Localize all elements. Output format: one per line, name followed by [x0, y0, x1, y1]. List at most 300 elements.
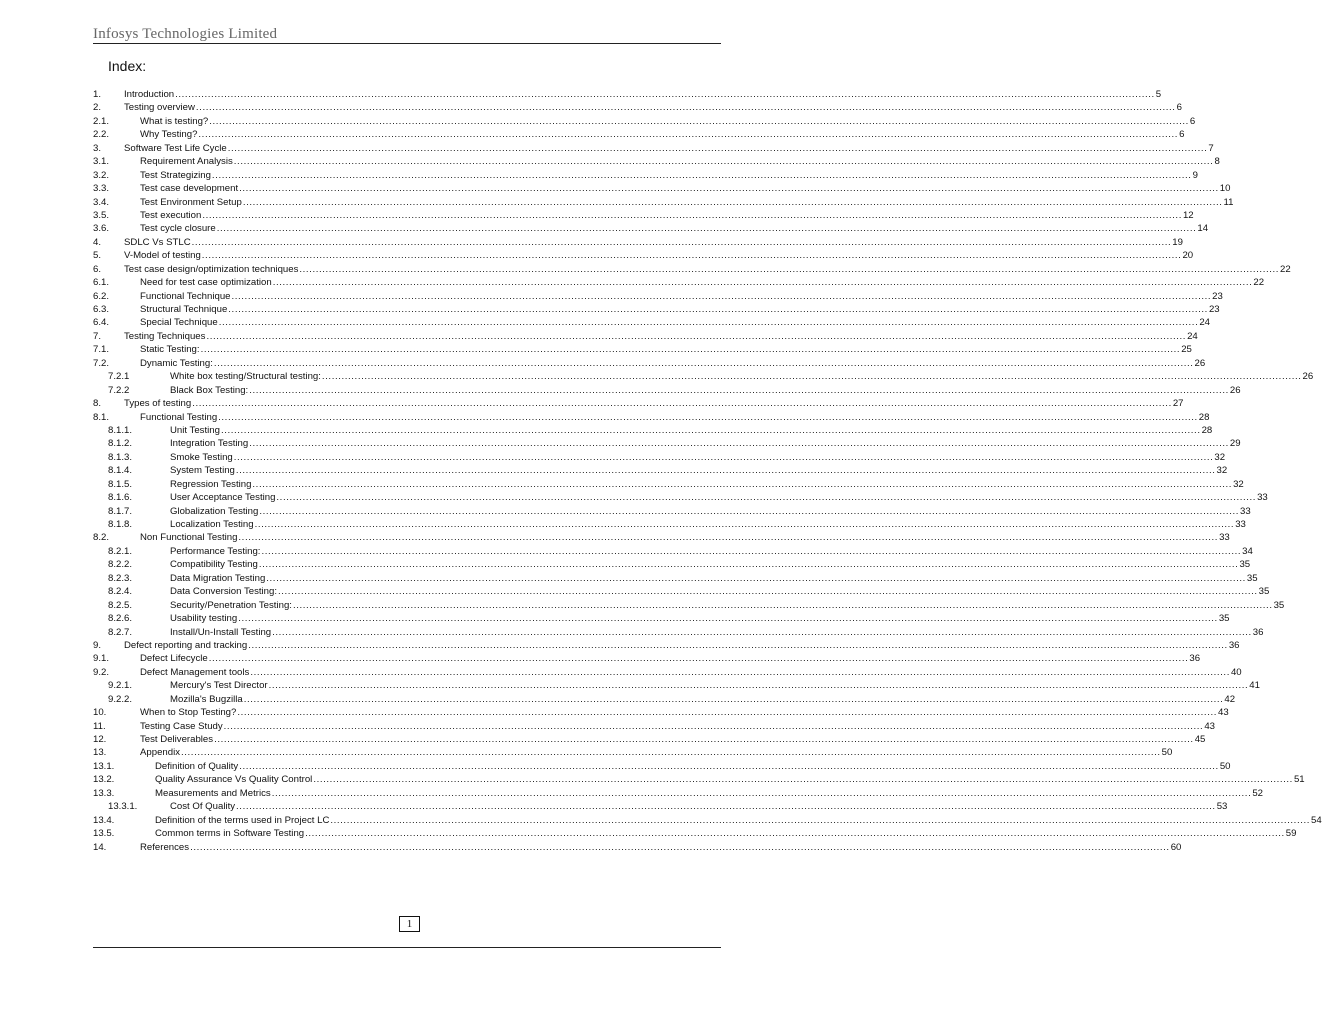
toc-entry-line [140, 343, 1192, 356]
toc-entry[interactable] [93, 478, 1244, 491]
toc-entry-page: 8 [1214, 156, 1220, 168]
toc-leader-dots: ............................................................................................................................................................................................................................................................................................................ [239, 760, 1219, 772]
toc-entry[interactable] [93, 209, 1194, 222]
toc-entry-title: Security/Penetration Testing: [170, 599, 292, 611]
toc-leader-dots: ............................................................................................................................................................................................................................................................................................................ [192, 398, 1172, 410]
toc-entry[interactable] [93, 545, 1253, 558]
toc-entry-title: Test case design/optimization techniques [124, 263, 299, 275]
toc-entry-line [124, 236, 1183, 249]
toc-leader-dots: ............................................................................................................................................................................................................................................................................................................ [214, 734, 1194, 745]
toc-leader-dots: ............................................................................................................................................................................................................................................................................................................ [258, 559, 1239, 571]
toc-entry-number: 3.3. [93, 183, 110, 195]
toc-entry-line [124, 142, 1214, 155]
toc-entry[interactable] [93, 693, 1236, 706]
toc-entry-line [140, 276, 1265, 289]
toc-entry[interactable] [93, 773, 1305, 786]
toc-entry-line [140, 290, 1223, 303]
toc-entry-title: Static Testing: [140, 344, 200, 356]
toc-entry-title: When to Stop Testing? [140, 707, 237, 719]
index-title: Index: [108, 58, 147, 74]
toc-entry[interactable] [93, 236, 1183, 249]
toc-entry-title: Testing Case Study [140, 720, 223, 732]
toc-entry[interactable] [93, 518, 1246, 531]
toc-entry-line [124, 88, 1162, 101]
toc-entry-line [140, 128, 1185, 141]
toc-leader-dots: ............................................................................................................................................................................................................................................................................................................ [218, 317, 1199, 329]
toc-entry[interactable] [93, 290, 1223, 303]
toc-entry-title: Usability testing [170, 613, 238, 625]
toc-entry-line [170, 626, 1264, 639]
toc-entry-page: 52 [1252, 787, 1264, 799]
toc-entry-page: 9 [1192, 169, 1198, 181]
toc-entry-number: 6. [93, 263, 102, 275]
toc-entry-number: 8.1.4. [108, 465, 133, 477]
toc-entry-line [140, 531, 1230, 544]
toc-entry-page: 26 [1229, 384, 1241, 396]
toc-leader-dots: ............................................................................................................................................................................................................................................................................................................ [272, 277, 1253, 289]
toc-entry-line [170, 437, 1241, 450]
toc-entry-title: Regression Testing [170, 478, 252, 490]
toc-leader-dots: ............................................................................................................................................................................................................................................................................................................ [259, 505, 1239, 517]
toc-leader-dots: ............................................................................................................................................................................................................................................................................................................ [191, 236, 1172, 248]
toc-entry-page: 45 [1194, 734, 1206, 745]
toc-entry-page: 22 [1280, 263, 1291, 275]
toc-entry-page: 33 [1257, 492, 1268, 504]
toc-leader-dots: ............................................................................................................................................................................................................................................................................................................ [211, 169, 1192, 181]
toc-entry-page: 34 [1242, 545, 1253, 557]
toc-entry-line [170, 451, 1226, 464]
toc-entry-line [140, 196, 1234, 209]
toc-entry[interactable] [93, 88, 1162, 101]
toc-entry-number: 8.1.8. [108, 519, 133, 530]
toc-leader-dots: ............................................................................................................................................................................................................................................................................................................ [254, 519, 1235, 530]
toc-entry-page: 32 [1233, 478, 1244, 490]
toc-leader-dots: ............................................................................................................................................................................................................................................................................................................ [278, 586, 1258, 598]
toc-entry-page: 35 [1239, 559, 1251, 571]
toc-entry[interactable] [93, 357, 1206, 370]
toc-entry[interactable] [93, 652, 1201, 665]
toc-entry-title: Common terms in Software Testing [155, 828, 305, 840]
footer-rule [93, 947, 721, 948]
toc-entry-page: 33 [1219, 532, 1230, 544]
toc-entry[interactable] [93, 451, 1226, 464]
toc-entry-page: 43 [1204, 720, 1215, 732]
toc-entry-page: 24 [1199, 317, 1211, 329]
toc-entry-number: 8.2.2. [108, 559, 133, 571]
toc-leader-dots: ............................................................................................................................................................................................................................................................................................................ [223, 720, 1204, 732]
toc-entry-line [155, 760, 1231, 773]
toc-leader-dots: ............................................................................................................................................................................................................................................................................................................ [299, 263, 1280, 275]
toc-entry-page: 41 [1249, 680, 1260, 692]
toc-entry-page: 33 [1240, 505, 1251, 517]
toc-entry-line [140, 411, 1210, 424]
toc-entry-title: Requirement Analysis [140, 156, 233, 168]
toc-entry-line [140, 209, 1194, 222]
toc-entry-line [140, 652, 1201, 665]
toc-entry-page: 6 [1179, 129, 1185, 141]
toc-entry-line [170, 478, 1244, 491]
toc-entry-number: 9.2. [93, 666, 110, 678]
toc-leader-dots: ............................................................................................................................................................................................................................................................................................................ [181, 747, 1161, 759]
toc-entry-page: 53 [1216, 801, 1228, 813]
toc-entry-title: System Testing [170, 465, 235, 477]
toc-entry[interactable] [93, 787, 1264, 800]
toc-entry-title: Functional Technique [140, 290, 231, 302]
toc-entry-line [155, 787, 1264, 800]
toc-leader-dots: ............................................................................................................................................................................................................................................................................................................ [213, 357, 1194, 369]
toc-entry-line [124, 639, 1240, 652]
toc-leader-dots: ............................................................................................................................................................................................................................................................................................................ [206, 330, 1187, 342]
toc-entry-title: Measurements and Metrics [155, 787, 271, 799]
toc-entry-page: 23 [1212, 290, 1223, 302]
page-header-company: Infosys Technologies Limited [93, 26, 278, 42]
toc-entry-number: 7. [93, 330, 102, 342]
toc-entry-page: 20 [1182, 250, 1194, 262]
toc-entry-page: 5 [1155, 89, 1162, 100]
toc-entry-page: 35 [1258, 586, 1270, 598]
toc-entry-number: 13.3.1. [108, 801, 138, 813]
toc-entry-line [170, 370, 1314, 383]
toc-entry[interactable] [93, 411, 1210, 424]
toc-entry-title: Testing overview [124, 102, 195, 114]
toc-entry-title: Data Conversion Testing: [170, 586, 278, 598]
toc-entry-number: 8.1.6. [108, 492, 133, 504]
toc-entry-title: Data Migration Testing [170, 572, 266, 584]
toc-entry[interactable] [93, 666, 1242, 679]
toc-entry-line [170, 558, 1251, 571]
toc-leader-dots: ............................................................................................................................................................................................................................................................................................................ [202, 209, 1182, 221]
toc-entry-line [170, 464, 1228, 477]
toc-entry-number: 13. [93, 747, 107, 759]
toc-entry-title: Globalization Testing [170, 505, 259, 517]
toc-entry-number: 6.2. [93, 290, 110, 302]
toc-entry-title: Why Testing? [140, 129, 198, 141]
toc-entry[interactable] [93, 101, 1182, 114]
toc-entry-number: 3.2. [93, 169, 110, 181]
toc-entry[interactable] [93, 142, 1214, 155]
toc-entry-page: 59 [1285, 828, 1297, 840]
toc-entry[interactable] [93, 384, 1241, 397]
toc-entry[interactable] [93, 599, 1285, 612]
toc-entry-title: Software Test Life Cycle [124, 142, 227, 154]
toc-entry-line [140, 733, 1206, 746]
toc-entry-page: 51 [1293, 774, 1305, 786]
toc-entry-title: Black Box Testing: [170, 384, 249, 396]
toc-leader-dots: ............................................................................................................................................................................................................................................................................................................ [231, 290, 1212, 302]
toc-entry-page: 29 [1229, 438, 1241, 450]
toc-entry[interactable] [93, 464, 1228, 477]
toc-entry[interactable] [93, 437, 1241, 450]
toc-leader-dots: ............................................................................................................................................................................................................................................................................................................ [190, 841, 1170, 853]
toc-leader-dots: ............................................................................................................................................................................................................................................................................................................ [201, 250, 1182, 262]
toc-entry-page: 50 [1161, 747, 1173, 759]
toc-entry-number: 13.1. [93, 760, 115, 772]
toc-entry[interactable] [93, 182, 1231, 195]
toc-entry[interactable] [93, 276, 1265, 289]
toc-entry-line [140, 182, 1231, 195]
toc-entry-number: 1. [93, 89, 102, 100]
toc-entry-line [124, 101, 1182, 114]
toc-entry-number: 2.2. [93, 129, 110, 141]
toc-entry-title: Mozilla's Bugzilla [170, 693, 243, 705]
toc-entry-line [170, 505, 1251, 518]
toc-entry-line [124, 330, 1198, 343]
toc-entry-number: 13.5. [93, 828, 115, 840]
toc-entry-title: Defect reporting and tracking [124, 639, 248, 651]
toc-entry-page: 25 [1181, 344, 1192, 356]
toc-entry-page: 54 [1311, 814, 1322, 826]
toc-entry[interactable] [93, 746, 1173, 759]
toc-leader-dots: ............................................................................................................................................................................................................................................................................................................ [195, 102, 1176, 114]
toc-entry[interactable] [93, 612, 1230, 625]
toc-entry[interactable] [93, 303, 1220, 316]
toc-leader-dots: ............................................................................................................................................................................................................................................................................................................ [238, 532, 1219, 544]
toc-entry-line [140, 666, 1242, 679]
toc-entry-number: 7.2.2 [108, 384, 130, 396]
toc-leader-dots: ............................................................................................................................................................................................................................................................................................................ [216, 223, 1197, 235]
toc-entry[interactable] [93, 263, 1291, 276]
toc-entry-number: 5. [93, 250, 102, 262]
toc-leader-dots: ............................................................................................................................................................................................................................................................................................................ [276, 492, 1257, 504]
toc-entry-line [170, 545, 1253, 558]
toc-entry[interactable] [93, 196, 1234, 209]
toc-entry-number: 8. [93, 398, 102, 410]
toc-entry-page: 22 [1253, 277, 1265, 289]
toc-entry-page: 27 [1172, 398, 1184, 410]
toc-entry-number: 8.1.3. [108, 451, 133, 463]
toc-entry-title: Functional Testing [140, 411, 218, 423]
toc-entry-number: 4. [93, 236, 102, 248]
toc-entry[interactable] [93, 316, 1211, 329]
toc-leader-dots: ............................................................................................................................................................................................................................................................................................................ [227, 142, 1208, 154]
toc-entry-number: 9. [93, 639, 102, 651]
toc-entry[interactable] [93, 679, 1260, 692]
toc-entry[interactable] [93, 800, 1228, 813]
toc-entry-page: 36 [1189, 653, 1201, 665]
toc-entry[interactable] [93, 760, 1231, 773]
toc-entry-number: 8.1.7. [108, 505, 133, 517]
toc-entry-line [170, 518, 1246, 531]
toc-entry-number: 3. [93, 142, 102, 154]
toc-leader-dots: ............................................................................................................................................................................................................................................................................................................ [250, 666, 1230, 678]
toc-entry-number: 6.1. [93, 277, 110, 289]
toc-entry[interactable] [93, 397, 1184, 410]
toc-entry-title: Definition of the terms used in Project LC [155, 814, 330, 826]
toc-entry-line [140, 169, 1198, 182]
toc-entry[interactable] [93, 814, 1322, 827]
toc-entry[interactable] [93, 128, 1185, 141]
toc-entry[interactable] [93, 505, 1251, 518]
toc-entry-number: 14. [93, 841, 107, 853]
toc-entry-title: Test Strategizing [140, 169, 211, 181]
header-rule [93, 43, 721, 44]
toc-leader-dots: ............................................................................................................................................................................................................................................................................................................ [249, 384, 1229, 396]
toc-entry-line [170, 572, 1258, 585]
toc-entry-line [155, 814, 1322, 827]
toc-leader-dots: ............................................................................................................................................................................................................................................................................................................ [252, 478, 1233, 490]
toc-entry-title: Integration Testing [170, 438, 249, 450]
toc-entry-line [170, 679, 1260, 692]
toc-entry-line [155, 827, 1297, 840]
toc-entry-number: 7.2. [93, 357, 110, 369]
toc-entry-number: 13.4. [93, 814, 115, 826]
toc-entry-number: 12. [93, 734, 107, 745]
toc-entry-line [124, 397, 1184, 410]
toc-leader-dots: ............................................................................................................................................................................................................................................................................................................ [272, 626, 1252, 638]
toc-leader-dots: ............................................................................................................................................................................................................................................................................................................ [233, 451, 1214, 463]
toc-entry[interactable] [93, 115, 1196, 128]
toc-entry-page: 28 [1198, 411, 1210, 423]
toc-entry-number: 7.1. [93, 344, 110, 356]
toc-entry-number: 3.4. [93, 196, 110, 208]
toc-entry[interactable] [93, 585, 1270, 598]
toc-entry-number: 11. [93, 720, 106, 732]
toc-entry[interactable] [93, 491, 1268, 504]
toc-entry-page: 26 [1194, 357, 1206, 369]
toc-entry-number: 8.2.7. [108, 626, 133, 638]
toc-leader-dots: ............................................................................................................................................................................................................................................................................................................ [266, 572, 1246, 584]
toc-entry-page: 50 [1219, 760, 1231, 772]
toc-entry-title: V-Model of testing [124, 250, 201, 262]
toc-entry-title: User Acceptance Testing [170, 492, 276, 504]
toc-entry-line [140, 222, 1209, 235]
toc-entry-line [140, 746, 1173, 759]
toc-leader-dots: ............................................................................................................................................................................................................................................................................................................ [235, 465, 1216, 477]
toc-entry[interactable] [93, 249, 1194, 262]
toc-entry-title: Defect Lifecycle [140, 653, 208, 665]
toc-entry-page: 36 [1228, 639, 1240, 651]
toc-entry-page: 35 [1273, 599, 1285, 611]
toc-entry-number: 10. [93, 707, 107, 719]
toc-leader-dots: ............................................................................................................................................................................................................................................................................................................ [330, 814, 1311, 826]
page-number: 1 [399, 916, 420, 932]
toc-entry[interactable] [93, 639, 1240, 652]
toc-entry[interactable] [93, 720, 1215, 733]
toc-entry-number: 9.2.1. [108, 680, 133, 692]
toc-leader-dots: ............................................................................................................................................................................................................................................................................................................ [305, 828, 1285, 840]
toc-entry[interactable] [93, 558, 1251, 571]
toc-entry-page: 12 [1182, 209, 1194, 221]
toc-entry-line [140, 155, 1220, 168]
toc-entry-line [124, 263, 1291, 276]
toc-entry-line [170, 693, 1236, 706]
toc-entry-number: 3.5. [93, 209, 110, 221]
toc-entry-line [140, 357, 1206, 370]
toc-entry-title: Test case development [140, 183, 239, 195]
toc-leader-dots: ............................................................................................................................................................................................................................................................................................................ [238, 613, 1218, 625]
toc-entry-title: What is testing? [140, 115, 209, 127]
toc-leader-dots: ............................................................................................................................................................................................................................................................................................................ [292, 599, 1273, 611]
toc-entry-line [140, 841, 1182, 854]
toc-entry-title: Test cycle closure [140, 223, 216, 235]
toc-entry-line [170, 384, 1241, 397]
toc-leader-dots: ............................................................................................................................................................................................................................................................................................................ [208, 653, 1189, 665]
toc-leader-dots: ............................................................................................................................................................................................................................................................................................................ [218, 411, 1198, 423]
toc-entry-title: Performance Testing: [170, 545, 261, 557]
toc-entry-line [140, 316, 1211, 329]
toc-entry-title: Quality Assurance Vs Quality Control [155, 774, 313, 786]
toc-leader-dots: ............................................................................................................................................................................................................................................................................................................ [228, 304, 1208, 315]
toc-entry-page: 60 [1170, 841, 1182, 853]
toc-entry-title: SDLC Vs STLC [124, 236, 191, 248]
toc-entry-number: 8.2.5. [108, 599, 133, 611]
toc-entry-number: 8.1.1. [108, 424, 133, 436]
toc-entry-line [140, 303, 1220, 316]
toc-entry-title: Defect Management tools [140, 666, 250, 678]
toc-entry-page: 6 [1176, 102, 1182, 114]
toc-entry-page: 36 [1252, 626, 1264, 638]
toc-entry[interactable] [93, 733, 1206, 746]
toc-entry[interactable] [93, 155, 1220, 168]
toc-entry-title: Compatibility Testing [170, 559, 258, 571]
toc-entry-number: 13.3. [93, 787, 115, 799]
toc-entry-title: Test Environment Setup [140, 196, 242, 208]
toc-entry[interactable] [93, 626, 1264, 639]
toc-entry-line [140, 706, 1229, 719]
toc-leader-dots: ............................................................................................................................................................................................................................................................................................................ [243, 693, 1224, 705]
toc-entry-title: Mercury's Test Director [170, 680, 268, 692]
toc-leader-dots: ............................................................................................................................................................................................................................................................................................................ [271, 787, 1252, 799]
toc-entry-number: 2.1. [93, 115, 110, 127]
toc-leader-dots: ............................................................................................................................................................................................................................................................................................................ [200, 344, 1181, 356]
toc-entry[interactable] [93, 841, 1182, 854]
toc-leader-dots: ............................................................................................................................................................................................................................................................................................................ [236, 801, 1216, 813]
toc-entry[interactable] [93, 572, 1258, 585]
toc-entry-line [140, 115, 1196, 128]
toc-entry-number: 8.2.1. [108, 545, 133, 557]
toc-entry-title: Dynamic Testing: [140, 357, 213, 369]
toc-entry-title: Definition of Quality [155, 760, 239, 772]
toc-entry-number: 8.2.3. [108, 572, 133, 584]
toc-entry-title: Localization Testing [170, 519, 254, 530]
toc-leader-dots: ............................................................................................................................................................................................................................................................................................................ [268, 680, 1249, 692]
toc-entry-line [170, 491, 1268, 504]
toc-entry-title: Smoke Testing [170, 451, 233, 463]
toc-leader-dots: ............................................................................................................................................................................................................................................................................................................ [321, 371, 1302, 383]
toc-leader-dots: ............................................................................................................................................................................................................................................................................................................ [233, 156, 1214, 168]
toc-entry-number: 8.1.2. [108, 438, 133, 450]
toc-entry[interactable] [93, 531, 1230, 544]
toc-entry[interactable] [93, 222, 1209, 235]
toc-entry[interactable] [93, 330, 1198, 343]
toc-leader-dots: ............................................................................................................................................................................................................................................................................................................ [209, 115, 1189, 127]
toc-entry-line [155, 773, 1305, 786]
toc-entry-title: Introduction [124, 89, 175, 100]
toc-leader-dots: ............................................................................................................................................................................................................................................................................................................ [313, 774, 1293, 786]
toc-entry[interactable] [93, 169, 1198, 182]
table-of-contents [93, 88, 1322, 854]
toc-entry-page: 32 [1214, 451, 1226, 463]
toc-entry[interactable] [93, 424, 1213, 437]
toc-entry[interactable] [93, 370, 1314, 383]
toc-entry-title: Cost Of Quality [170, 801, 236, 813]
toc-entry-page: 14 [1197, 223, 1209, 235]
toc-leader-dots: ............................................................................................................................................................................................................................................................................................................ [237, 707, 1217, 719]
toc-entry[interactable] [93, 827, 1297, 840]
toc-entry-title: Special Technique [140, 317, 218, 329]
toc-entry-page: 26 [1302, 371, 1314, 383]
toc-entry[interactable] [93, 706, 1229, 719]
toc-leader-dots: ............................................................................................................................................................................................................................................................................................................ [198, 129, 1179, 141]
toc-leader-dots: ............................................................................................................................................................................................................................................................................................................ [261, 545, 1242, 557]
toc-entry-page: 35 [1246, 572, 1258, 584]
toc-entry-title: Appendix [140, 747, 181, 759]
toc-entry-title: Install/Un-Install Testing [170, 626, 272, 638]
toc-leader-dots: ............................................................................................................................................................................................................................................................................................................ [248, 639, 1228, 651]
toc-entry-number: 13.2. [93, 774, 115, 786]
toc-entry[interactable] [93, 343, 1192, 356]
toc-entry-title: Need for test case optimization [140, 277, 272, 289]
